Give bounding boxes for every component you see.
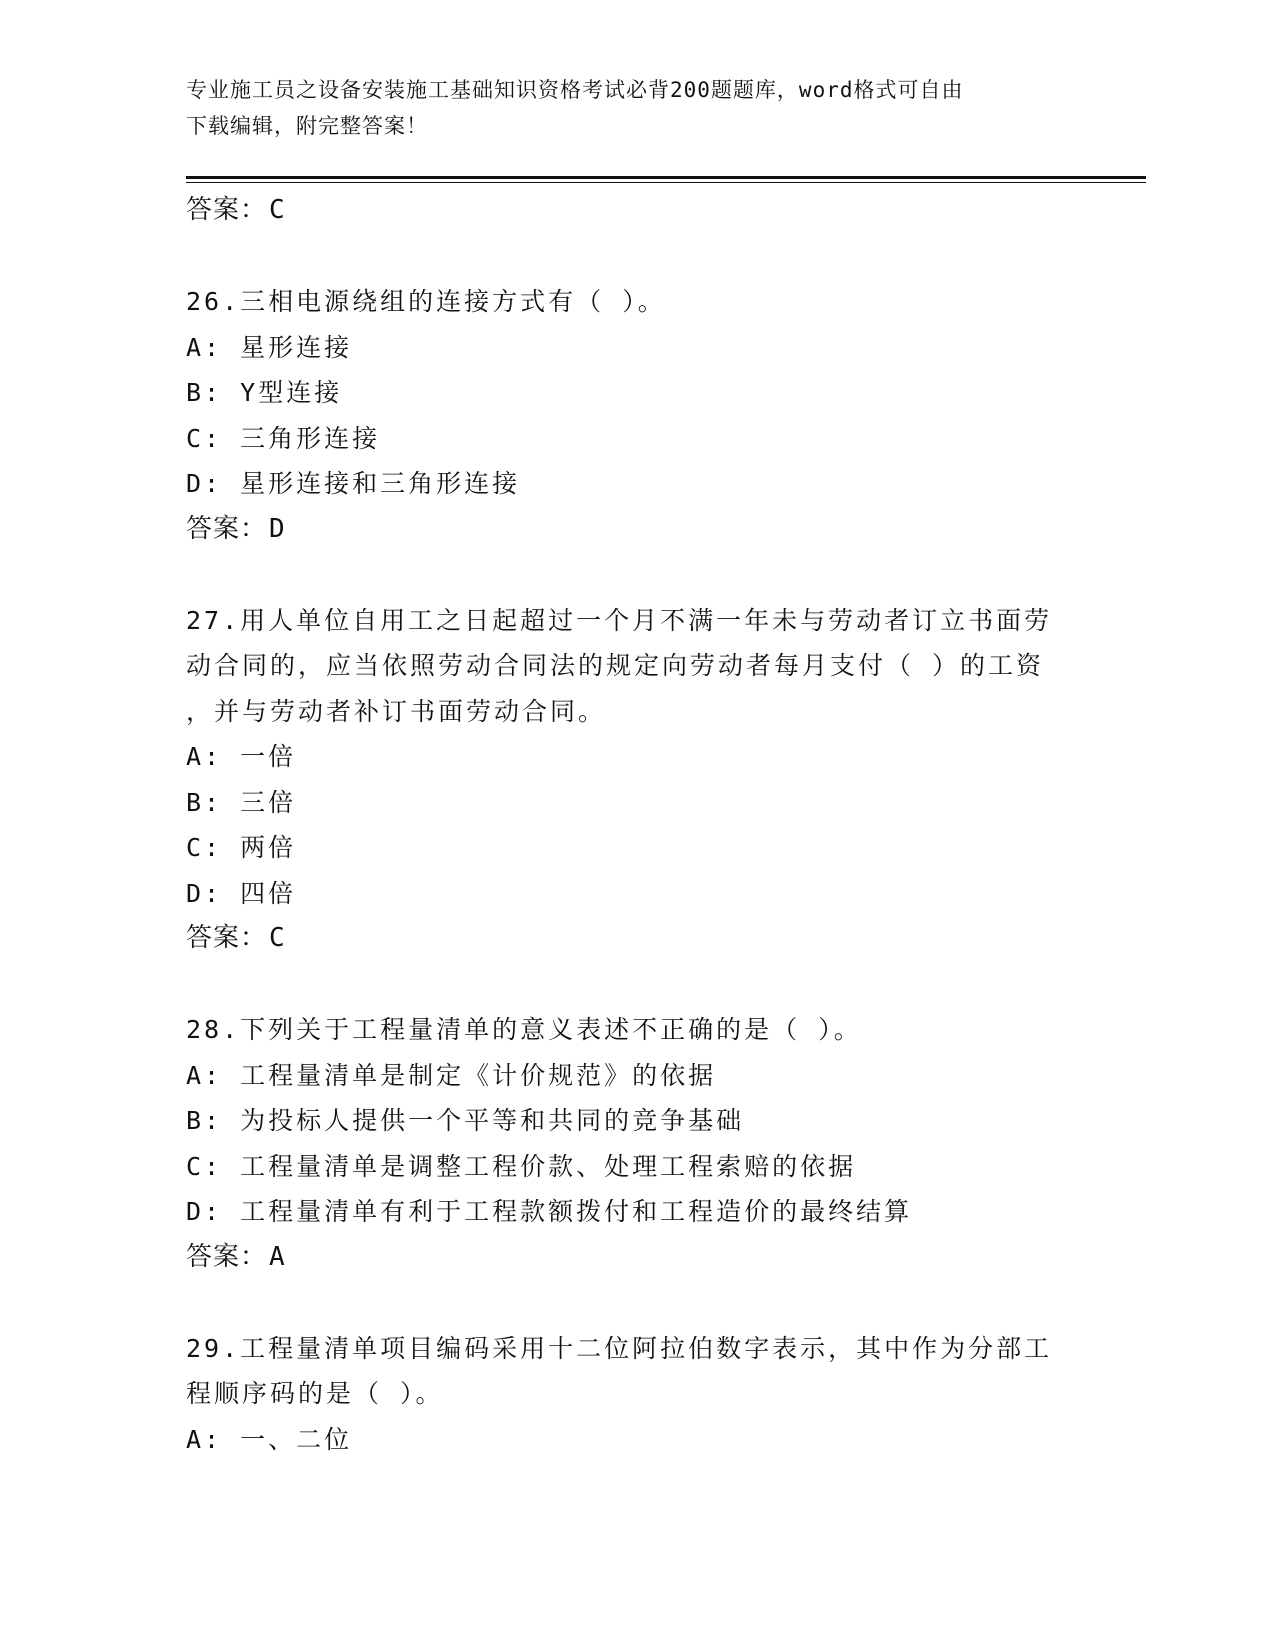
question-stem: 程顺序码的是（ ）。 bbox=[186, 1379, 444, 1408]
answer-label: 答案： bbox=[186, 195, 268, 225]
option-b: B: 为投标人提供一个平等和共同的竞争基础 bbox=[186, 1106, 745, 1135]
answer-value: A bbox=[269, 1241, 286, 1272]
question-29 bbox=[186, 1326, 1086, 1463]
answer-label: 答案： bbox=[186, 513, 268, 544]
question-answer bbox=[186, 507, 1086, 553]
question-stem: 动合同的，应当依照劳动合同法的规定向劳动者每月支付（ ）的工资 bbox=[186, 651, 1045, 680]
question-stem: ，并与劳动者补订书面劳动合同。 bbox=[186, 696, 607, 726]
question-stem: 28.下列关于工程量清单的意义表述不正确的是（ ）。 bbox=[186, 1015, 862, 1044]
option-a: A: 一、二位 bbox=[186, 1424, 353, 1454]
answer-label: 答案： bbox=[186, 923, 268, 953]
question-stem: 27.用人单位自用工之日起超过一个月不满一年未与劳动者订立书面劳 bbox=[186, 605, 1053, 635]
question-stem: 29.工程量清单项目编码采用十二位阿拉伯数字表示，其中作为分部工 bbox=[186, 1333, 1053, 1363]
question-answer bbox=[186, 916, 1086, 962]
question-answer bbox=[186, 1235, 1086, 1281]
answer-value: C bbox=[269, 195, 286, 225]
header-rule-thick bbox=[186, 176, 1146, 179]
option-a: A: 一倍 bbox=[186, 742, 297, 771]
header-line-2: 下载编辑，附完整答案！ bbox=[186, 114, 428, 138]
header-rule-thin bbox=[186, 182, 1146, 183]
option-d: D: 四倍 bbox=[186, 878, 297, 908]
question-stem: 26.三相电源绕组的连接方式有（ ）。 bbox=[186, 287, 666, 316]
document-body bbox=[186, 188, 1086, 1462]
option-c: C: 两倍 bbox=[186, 833, 297, 862]
answer-value: C bbox=[269, 923, 286, 953]
document-header bbox=[186, 72, 1066, 144]
question-27 bbox=[186, 598, 1086, 962]
option-a: A: 星形连接 bbox=[186, 332, 353, 362]
option-c: C: 工程量清单是调整工程价款、处理工程索赔的依据 bbox=[186, 1151, 857, 1181]
option-b: B: Y型连接 bbox=[186, 378, 343, 407]
option-a: A: 工程量清单是制定《计价规范》的依据 bbox=[186, 1060, 717, 1090]
option-c: C: 三角形连接 bbox=[186, 423, 381, 453]
question-28 bbox=[186, 1007, 1086, 1280]
answer-label: 答案： bbox=[186, 1241, 268, 1272]
option-d: D: 工程量清单有利于工程款额拨付和工程造价的最终结算 bbox=[186, 1197, 913, 1226]
question-26 bbox=[186, 279, 1086, 552]
option-d: D: 星形连接和三角形连接 bbox=[186, 469, 521, 498]
previous-answer bbox=[186, 188, 1086, 234]
header-line-1: 专业施工员之设备安装施工基础知识资格考试必背200题题库，word格式可自由 bbox=[186, 78, 964, 102]
option-b: B: 三倍 bbox=[186, 787, 297, 817]
answer-value: D bbox=[269, 513, 286, 544]
